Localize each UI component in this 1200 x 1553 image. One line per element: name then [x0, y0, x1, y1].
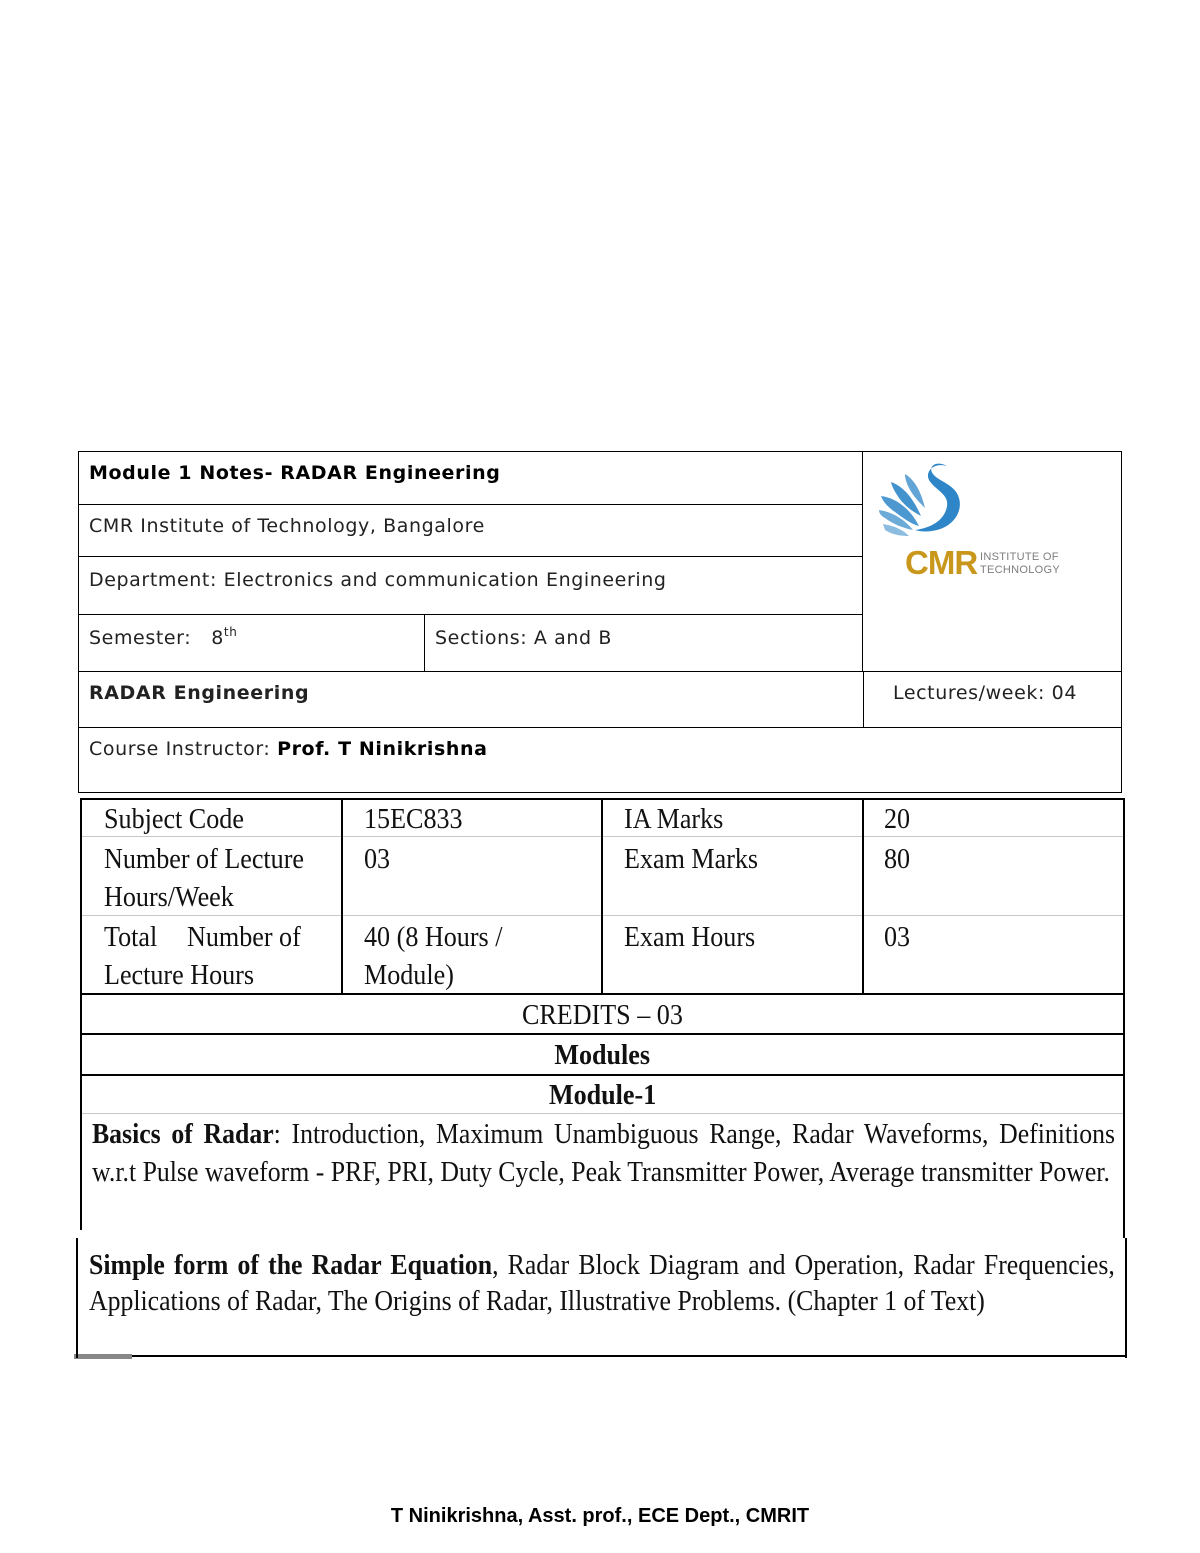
cmr-logo [875, 458, 1061, 581]
modules-row [80, 1036, 1125, 1074]
instructor-text [89, 738, 488, 760]
lecture-hours-label-2: Hours/Week [104, 881, 234, 913]
course-name: RADAR Engineering [89, 682, 310, 704]
credits-text: CREDITS – 03 [522, 999, 683, 1031]
instructor-cell [78, 727, 1122, 793]
sections-text: Sections: A and B [435, 627, 612, 649]
lecture-hours: 03 [364, 843, 391, 875]
semester-text [89, 627, 237, 649]
credits-row [80, 996, 1125, 1034]
page-footer: T Ninikrishna, Asst. prof., ECE Dept., CMRIT [390, 1505, 810, 1527]
semester-cell [78, 614, 425, 672]
document-title: Module 1 Notes- RADAR Engineering [89, 462, 501, 484]
sections-cell [424, 614, 863, 672]
para-2-text: , Radar Block Diagram and Operation, Radar Frequencies, Applications of Radar, The Origins of Radar, Illustrative Problems. (Chapter 1 of Text) [89, 1250, 1115, 1317]
total-hours-label-2: Lecture Hours [104, 959, 255, 991]
rule-mark [74, 1354, 132, 1359]
lectures-per-week: Lectures/week: 04 [893, 682, 1078, 704]
institute-cell [78, 504, 863, 557]
logo-line-2: TECHNOLOGY [980, 564, 1061, 576]
exam-marks: 80 [884, 843, 911, 875]
department-name: Department: Electronics and communication Engineering [89, 569, 667, 591]
lectures-cell [863, 671, 1122, 728]
modules-heading: Modules [554, 1039, 651, 1071]
rule-row-2 [80, 915, 1125, 916]
module-1-para-1 [92, 1116, 1115, 1192]
instructor-name: Prof. T Ninikrishna [277, 738, 488, 760]
para-1-text: : Introduction, Maximum Unambiguous Range, Radar Waveforms, Definitions w.r.t Pulse waveform - PRF, PRI, Duty Cycle, Peak Transmitter Power, Average transmitter Power. [92, 1119, 1116, 1188]
exam-hours: 03 [884, 921, 911, 953]
module-1-row [80, 1076, 1125, 1114]
total-hours-1: 40 (8 Hours / [364, 921, 503, 953]
rule-col-2 [601, 798, 603, 994]
institute-name: CMR Institute of Technology, Bangalore [89, 515, 485, 537]
exam-hours-label: Exam Hours [624, 921, 756, 953]
semester-label: Semester: [89, 627, 192, 649]
semester-suffix: th [223, 625, 238, 639]
syllabus-table [80, 798, 1125, 1358]
rule-col-1 [341, 798, 343, 994]
total-hours-2: Module) [364, 959, 454, 991]
para-2-bold: Simple form of the Radar Equation [89, 1250, 493, 1281]
ia-marks: 20 [884, 803, 911, 835]
logo-brand: CMR [905, 544, 978, 581]
total-hours-label-1b: Number of [187, 921, 301, 953]
swan-icon [875, 458, 975, 553]
title-cell [78, 451, 863, 505]
rule-col-3 [862, 798, 864, 994]
department-cell [78, 556, 863, 615]
rule-right-lower [1125, 1238, 1127, 1358]
subject-code-label: Subject Code [104, 803, 244, 835]
rule-bottom [80, 1355, 1125, 1357]
course-cell [78, 671, 864, 728]
logo-subtitle [980, 551, 1060, 577]
ia-marks-label: IA Marks [624, 803, 724, 835]
lecture-hours-label-1: Number of Lecture [104, 843, 305, 875]
logo-cell [862, 451, 1122, 672]
total-hours-label-1a: Total [104, 921, 158, 953]
subject-code: 15EC833 [364, 803, 463, 835]
exam-marks-label: Exam Marks [624, 843, 759, 875]
course-header-table [78, 451, 1122, 793]
semester-value: 8 [211, 627, 224, 649]
para-1-bold: Basics of Radar [92, 1119, 274, 1150]
module-1-para-2 [89, 1248, 1115, 1320]
module-1-heading: Module-1 [548, 1079, 657, 1111]
instructor-label: Course Instructor: [89, 738, 271, 760]
rule-left-lower [76, 1238, 78, 1358]
logo-line-1: INSTITUTE OF [980, 551, 1059, 563]
